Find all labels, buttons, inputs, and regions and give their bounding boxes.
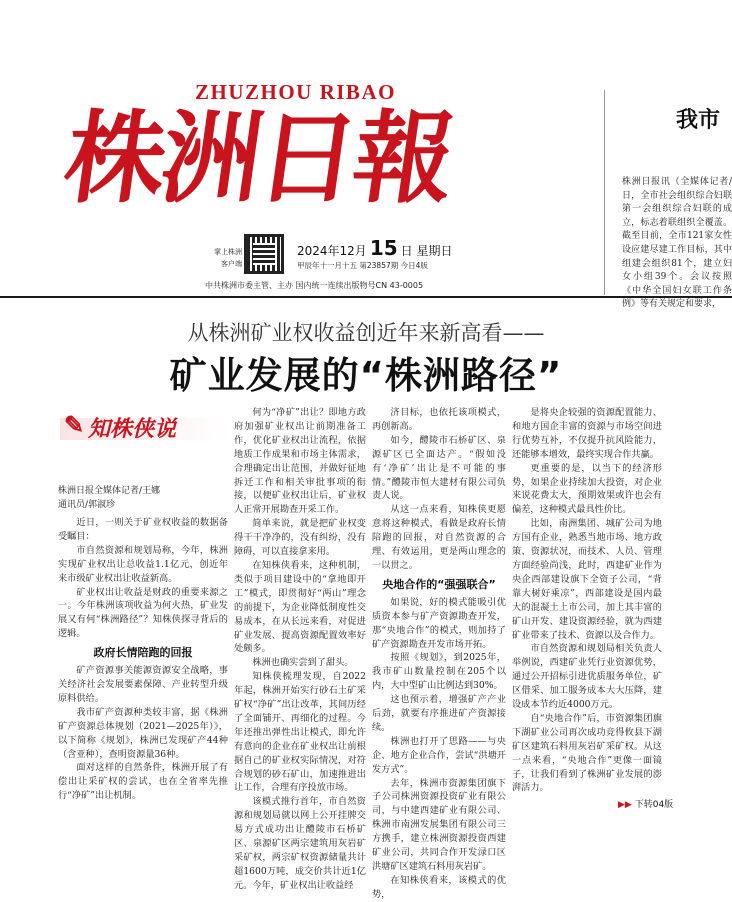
paragraph: 这也预示着，增强矿产产业后劲，就要有序推进矿产资源接续。 [372, 694, 506, 733]
paragraph: 去年，株洲市资源集团旗下子公司株洲资源投资矿业有限公司，与中建西建矿业有限公司、株洲市南洲发展集团有限公司三方携手，建立株洲资源投资西建矿业公司，共同合作开发渌口区洪塘矿区建筑石料用灰岩矿。 [372, 777, 506, 872]
issue-date [297, 236, 452, 260]
publisher-line: 中共株洲市委主管、主办 国内统一连续出版物号CN 43-0005 [205, 281, 424, 290]
date-day: 15 [369, 236, 398, 260]
paragraph: 知株侠梳理发现，自2022年起，株洲开始实行砂石土矿采矿权“净矿”出让改革，其间历经了全面铺开、再细化的过程。今年还推出弹性出让模式，即允许有意向的企业在矿业权出让前根据自己的矿业权实际情况，对符合规划的砂石矿山，加速推进出让工作，合理有序投放市场。 [234, 671, 366, 794]
masthead-rule [0, 296, 732, 298]
paragraph: 面对这样的自然条件，株洲开展了有偿出让采矿权的尝试，也在全省率先推行“净矿”出让机制。 [58, 762, 228, 802]
paragraph: 市自然资源和规划局称，今年，株洲实现矿业权出让总收益1.1亿元，创近年来市级矿业权出让收益新高。 [58, 544, 228, 584]
paragraph: 是将央企较强的资源配置能力、和地方国企丰富的资源与市场空间进行优势互补，不仅提升抗风险能力，还能够本增效，最终实现合作共赢。 [512, 407, 662, 460]
paragraph: 株洲也打开了思路——与央企、地方企业合作，尝试“洪塘开发方式”。 [372, 735, 506, 775]
paragraph: 按照《规划》，到2025年，我市矿山数量控制在205个以内，大中型矿山比例达到30%。 [372, 652, 506, 692]
article-headline[interactable]: 矿业发展的“株洲路径” [169, 354, 563, 397]
paragraph: 简单来说，就是把矿业权变得干干净净的，没有纠纷，没有障碍，可以直接拿来用。 [234, 518, 366, 558]
lunar-issue-line: 甲辰年十一月十五 第23857期 今日4版 [297, 261, 428, 270]
paragraph: 在知株侠看来，该模式的优势， [372, 874, 506, 900]
qr-label-line2: 客户端 [221, 260, 242, 268]
paragraph: 从这一点来看，知株侠更愿意将这种模式，看做是政府长情陪跑的回报，对自然资源的合理、有效运用，更是两山理念的一以贯之。 [372, 504, 506, 571]
paragraph: 市自然资源和规划局相关负责人举例说，西建矿业凭行业资源优势，通过公开招标引进优质服务单位，矿区借采、加工服务成本大大压降，建设成本节约近4000万元。 [512, 643, 662, 711]
paragraph: 矿业权出让收益是财政的重要来源之一。今年株洲该项收益为何火热，矿业发展又有何“株洲路径”？知株侠探寻背后的逻辑。 [58, 586, 228, 640]
article-column-2 [234, 406, 366, 891]
masthead-english-name: ZHUZHOU RIBAO [195, 80, 396, 104]
paragraph: 我市矿产资源种类较丰富，据《株洲矿产资源总体规划（2021—2025年）》，以下简称《规划》，株洲已发现矿产44种（含亚种），查明资源量36种。 [58, 706, 228, 760]
qr-label [206, 246, 242, 270]
paragraph: 更重要的是，以当下的经济形势，如果企业持续加大投资，对企业来说花费太大，预期效果或许也会有偏差，这种模式最具性价比。 [512, 462, 662, 516]
paragraph: 如今，醴陵市石桥矿区、泉源矿区已全面达产。“假如没有‘净矿’出让是不可能的事情。”醴陵市恒大建材有限公司负责人说。 [372, 434, 506, 502]
date-suffix: 日 星期日 [400, 244, 453, 258]
turn-page-label: 下转04版 [634, 800, 674, 810]
column-brand-banner [60, 408, 228, 450]
article-column-1 [58, 516, 228, 803]
paragraph: 如果说，好的模式能吸引优质资本参与矿产资源勘查开发，那“央地合作”的模式，则加持了矿产资源勘查开发市场开拓。 [372, 596, 506, 650]
paragraph: 济目标，也依托该项模式，再创新高。 [372, 407, 506, 432]
side-story-text: 株洲日报讯（全媒体记者/日，全市社会组织综合妇联第一会组织综合妇联的成立，标志着联组织全覆盖。截至目前，全市121家女性设应建尽建工作目标，其中组建会组织81个，建立妇女小组39个。会议按照《中华全国妇女联工作条例》等有关规定和要求， [622, 177, 732, 310]
paragraph: 株洲也确实尝到了甜头。 [252, 657, 354, 669]
paragraph: 该模式推行首年，市自然资源和规划局就以网上公开挂牌交易方式成功出让醴陵市石桥矿区、泉源矿区两宗建筑用灰岩矿采矿权，两宗矿权资源储量共计超1600万吨，成交价共计近1亿元。今年，矿业权出让收益经 [234, 796, 366, 891]
article-kicker: 从株洲矿业权收益创近年来新高看—— [187, 321, 545, 345]
side-story-title[interactable]: 我市 [676, 107, 721, 133]
section-heading: 央地合作的“强强联合” [382, 577, 496, 591]
paragraph: 近日，一则关于矿业权收益的数据备受瞩目： [58, 517, 228, 542]
paragraph: 比如，南洲集团、城矿公司为地方国有企业，熟悉当地市场、地方政策、资源状况，而技术、人员、管理方面经验尚浅，此时，西建矿业作为央企西部建设旗下全资子公司，“背靠大树好乘凉”，西部建设是国内最大的混凝土上市公司，加上其丰富的矿山开发、建设资源经验，就为西建矿业带来了技术、资源以及合作力。 [512, 518, 662, 641]
byline [58, 484, 228, 512]
section-heading: 政府长情陪跑的回报 [93, 646, 193, 660]
masthead-logo: 株洲日報 [57, 99, 459, 217]
qr-code-icon[interactable] [244, 234, 284, 274]
byline-reporter: 株洲日报全媒体记者/王娜 [58, 486, 161, 496]
article-column-4 [512, 406, 662, 792]
paragraph: 自“央地合作”后，市资源集团旗下湖矿业公司再次成功竞得攸县下湖矿区建筑石料用灰岩矿采矿权。从这一点来看，“央地合作”更像一面镜子，让我们看到了株洲矿业发展的澎湃活力。 [512, 712, 662, 794]
column-divider [604, 90, 605, 295]
arrow-right-icon: ▶▶ [618, 800, 635, 810]
column-brand: 知株侠说 [88, 417, 177, 442]
pen-icon: ✎ [64, 410, 85, 439]
paragraph: 矿产资源事关能源资源安全战略，事关经济社会发展要素保障、产业转型升级原料供给。 [58, 665, 228, 704]
article-column-3 [372, 406, 506, 900]
byline-correspondent: 通讯员/郭淑珍 [58, 500, 116, 510]
paragraph: 在知株侠看来，这种机制，类似于项目建设中的“拿地即开工”模式，即贯彻好“两山”理念的前提下，为企业降低制度性交易成本，在从长远来看，对促进矿业发展、提高资源配置效率好处颇多。 [234, 559, 366, 655]
turn-page-link[interactable] [618, 797, 673, 810]
qr-label-line1: 掌上株洲 [214, 248, 242, 256]
paragraph: 何为“净矿”出让？即地方政府加强矿业权出让前期准备工作，优化矿业权出让流程，依据地质工作成果和市场主体需求，合理确定出让范围，并做好征地拆迁工作和相关审批事项的衔接，以便矿业权出让后，矿业权人正常开展勘查开采工作。 [234, 407, 366, 516]
date-prefix: 2024年12月 [297, 244, 367, 258]
